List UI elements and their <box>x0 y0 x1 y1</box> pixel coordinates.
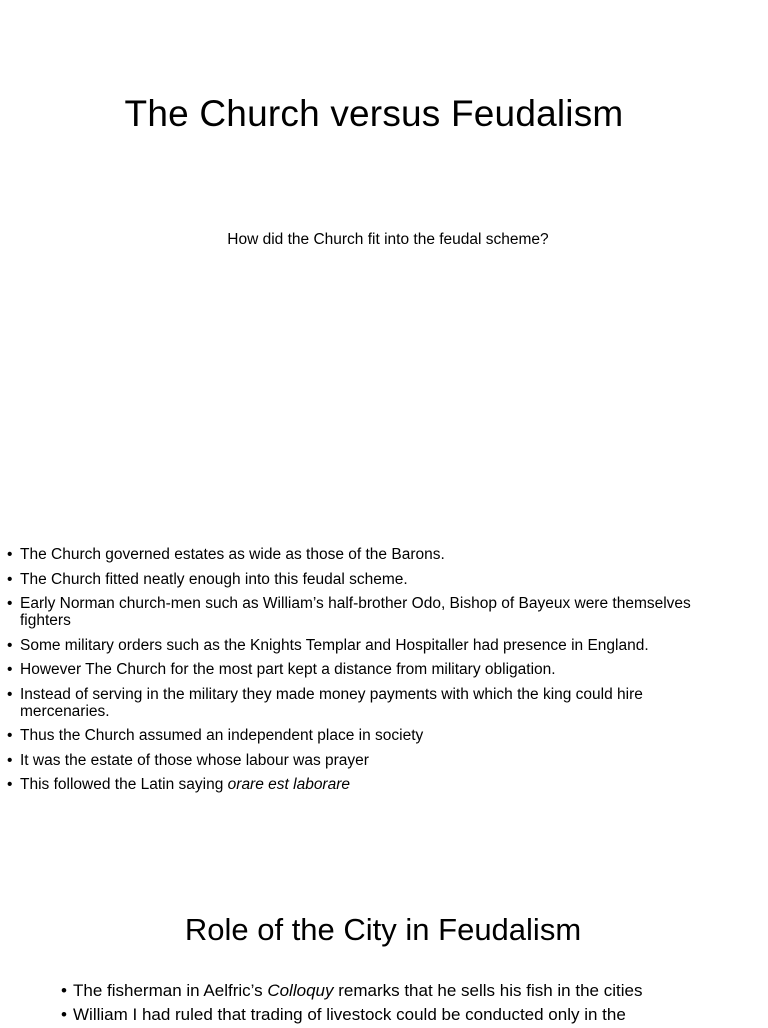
bullet-item <box>7 661 707 678</box>
bullet-text: Thus the Church assumed an independent place in society <box>20 727 424 744</box>
bullet-item <box>7 571 707 588</box>
bullet-text: Early Norman church-men such as William’s half-brother Odo, Bishop of Bayeux were themselves fighters <box>20 595 691 629</box>
bullet-text: This followed the Latin saying <box>20 776 228 793</box>
bullet-item <box>7 776 707 793</box>
bullet-item <box>61 980 761 1002</box>
bullet-list <box>7 546 707 801</box>
bullet-text: The Church fitted neatly enough into this feudal scheme. <box>20 570 408 588</box>
bullet-item <box>7 595 707 629</box>
latin-phrase: orare est laborare <box>227 776 350 793</box>
work-title: Colloquy <box>267 981 334 1000</box>
bullet-text: Instead of serving in the military they made money payments with which the king could hire mercenaries. <box>20 685 643 720</box>
bullet-text: remarks that he sells his fish in the cities <box>333 981 643 1000</box>
bullet-text: The Church governed estates as wide as those of the Barons. <box>20 546 445 563</box>
bullet-text: The fisherman in Aelfric’s <box>73 981 268 1000</box>
section-title: Role of the City in Feudalism <box>184 912 582 947</box>
bullet-item <box>61 1004 761 1026</box>
bullet-item <box>7 546 707 563</box>
bullet-item <box>7 686 707 720</box>
city-bullet-list <box>61 980 761 1028</box>
bullet-text: Some military orders such as the Knights Templar and Hospitaller had presence in England. <box>20 636 649 654</box>
bullet-item <box>7 637 707 654</box>
slide-title: The Church versus Feudalism <box>124 93 624 134</box>
bullet-item <box>7 727 707 744</box>
slide-subtitle: How did the Church fit into the feudal scheme? <box>227 231 549 248</box>
bullet-text: However The Church for the most part kept a distance from military obligation. <box>20 661 556 678</box>
bullet-item <box>7 752 707 769</box>
bullet-text: William I had ruled that trading of livestock could be conducted only in the <box>73 1005 626 1024</box>
bullet-text: It was the estate of those whose labour was prayer <box>20 751 369 769</box>
